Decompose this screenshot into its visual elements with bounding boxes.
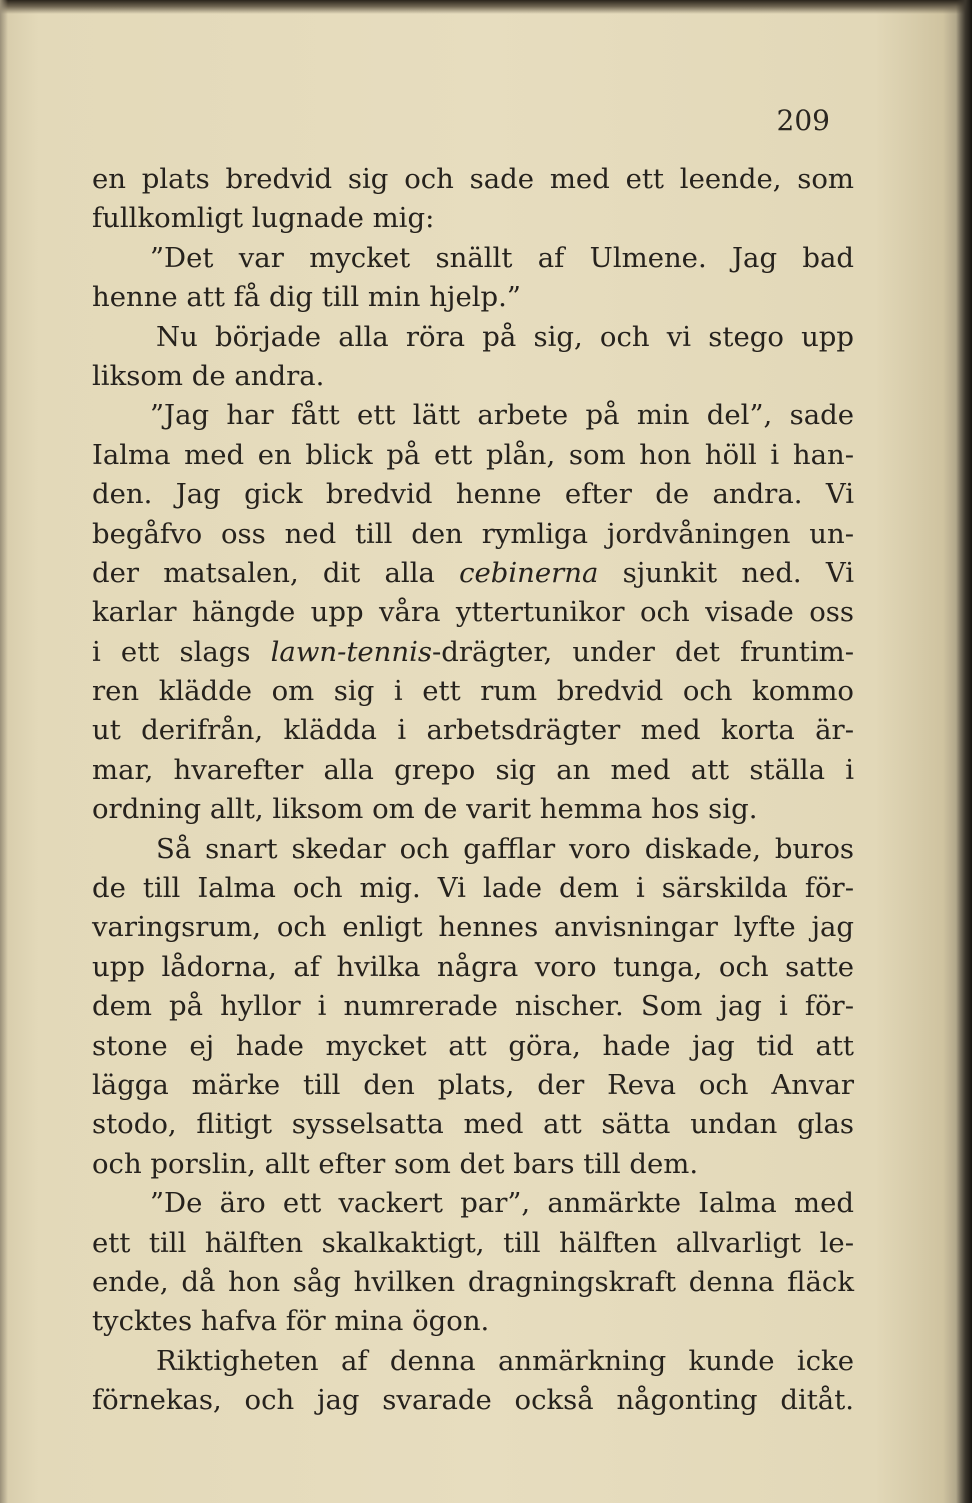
text-line: ”Jag har fått ett lätt arbete på min del”, sade	[150, 399, 854, 432]
text-line: de till Ialma och mig. Vi lade dem i särskilda för-	[92, 872, 854, 905]
text-line: lägga märke till den plats, der Reva och Anvar	[92, 1068, 854, 1101]
text-line-with-italic	[92, 554, 854, 593]
page-left-edge	[0, 0, 8, 1503]
line-segment: i ett slags	[92, 635, 271, 668]
body-text	[92, 160, 854, 1421]
text-line: ”Det var mycket snällt af Ulmene. Jag bad	[150, 241, 854, 274]
text-line: ren klädde om sig i ett rum bredvid och kommo	[92, 675, 854, 708]
text-line: ordning allt, liksom om de varit hemma hos sig.	[92, 793, 758, 826]
text-line: den. Jag gick bredvid henne efter de andra. Vi	[92, 478, 854, 511]
text-line: stodo, flitigt sysselsatta med att sätta undan glas	[92, 1108, 854, 1141]
line-segment: sjunkit ned. Vi	[598, 556, 854, 589]
text-line: fullkomligt lugnade mig:	[92, 202, 435, 235]
text-line: ut derifrån, klädda i arbetsdrägter med korta är-	[92, 714, 854, 747]
italic-word: lawn-tennis	[270, 635, 433, 668]
line-segment: der matsalen, dit alla	[92, 556, 460, 589]
page-right-edge	[956, 0, 972, 1503]
text-line: Riktigheten af denna anmärkning kunde icke	[156, 1344, 854, 1377]
page-top-shadow	[0, 0, 972, 14]
text-line: tycktes hafva för mina ögon.	[92, 1305, 490, 1338]
text-line: liksom de andra.	[92, 359, 325, 392]
text-line: mar, hvarefter alla grepo sig an med att ställa i	[92, 753, 854, 786]
text-line: förnekas, och jag svarade också någonting ditåt.	[92, 1384, 854, 1417]
text-line: ”De äro ett vackert par”, anmärkte Ialma med	[150, 1187, 854, 1220]
page-number: 209	[776, 104, 830, 137]
text-line: begåfvo oss ned till den rymliga jordvåningen un-	[92, 517, 854, 550]
text-line-with-italic	[92, 633, 854, 672]
text-line: Nu började alla röra på sig, och vi stego upp	[156, 320, 854, 353]
italic-word: cebinerna	[459, 556, 599, 589]
text-line: henne att få dig till min hjelp.”	[92, 281, 521, 314]
text-line: varingsrum, och enligt hennes anvisningar lyfte jag	[92, 911, 854, 944]
text-line: ett till hälften skalkaktigt, till hälften allvarligt le-	[92, 1226, 854, 1259]
text-line: stone ej hade mycket att göra, hade jag tid att	[92, 1029, 854, 1062]
text-line: ende, då hon såg hvilken dragningskraft denna fläck	[92, 1265, 854, 1298]
text-line: dem på hyllor i numrerade nischer. Som jag i för-	[92, 990, 854, 1023]
text-line: karlar hängde upp våra yttertunikor och visade oss	[92, 596, 854, 629]
text-line: Ialma med en blick på ett plån, som hon höll i han-	[92, 438, 854, 471]
text-line: upp lådorna, af hvilka några voro tunga, och satte	[92, 950, 854, 983]
text-line: och porslin, allt efter som det bars till dem.	[92, 1147, 699, 1180]
text-line: en plats bredvid sig och sade med ett leende, som	[92, 163, 854, 195]
line-segment: -drägter, under det fruntim-	[432, 635, 855, 668]
text-line: Så snart skedar och gafflar voro diskade, buros	[156, 832, 854, 865]
